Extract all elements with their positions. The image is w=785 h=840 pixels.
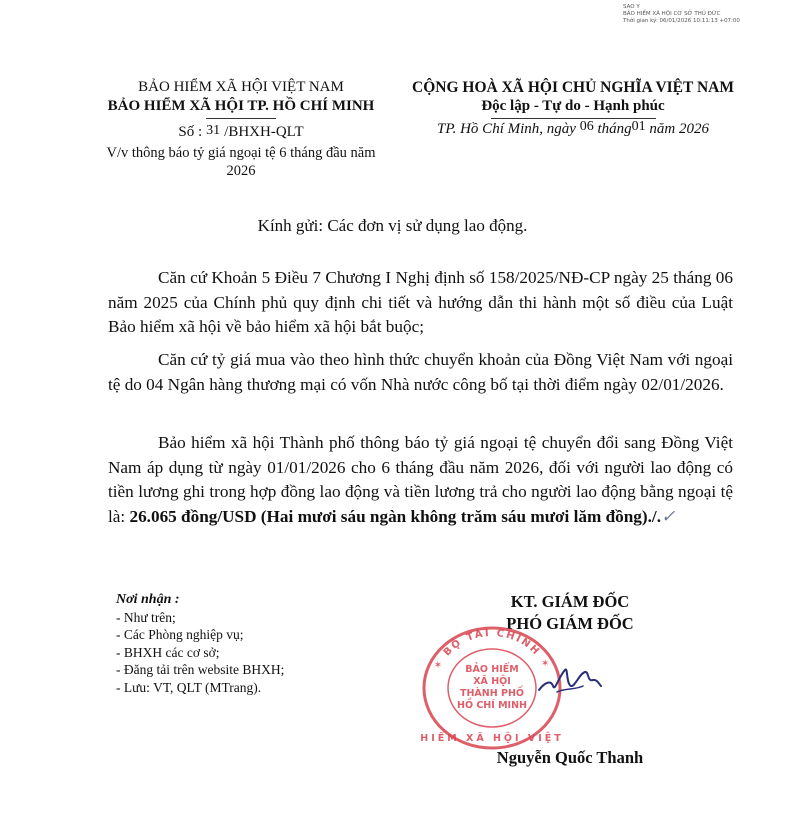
- svg-text:✶ BỘ TÀI CHÍNH ✶: ✶ BỘ TÀI CHÍNH ✶: [432, 627, 552, 672]
- date-month-label: tháng: [597, 121, 632, 137]
- date-year: năm 2026: [649, 121, 709, 137]
- motto-underline: [491, 118, 656, 119]
- recipient-item: - Như trên;: [116, 609, 176, 625]
- stamp-line-3: Thời gian ký: 06/01/2026 10:11:13 +07:00: [623, 18, 740, 24]
- exchange-rate: 26.065 đồng/USD (Hai mươi sáu ngàn không trăm sáu mươi lăm đồng): [129, 506, 648, 526]
- org-name: BẢO HIỂM XÃ HỘI TP. HỒ CHÍ MINH: [107, 98, 375, 114]
- document-number: [96, 124, 386, 141]
- recipient-item: - Lưu: VT, QLT (MTrang).: [116, 679, 262, 695]
- date-day: 06: [579, 119, 594, 134]
- announcement-text: Bảo hiểm xã hội Thành phố thông báo tỷ giá ngoại tệ chuyển đổi sang Đồng Việt Nam áp dụng từ ngày 01/01/2026 cho 6 tháng đầu năm 2026, đối với người lao động có tiền lương ghi trong hợp đồng lao động và tiền lương trả cho người lao động bằng ngoại tệ là:: [108, 433, 733, 526]
- handwritten-signature: [535, 656, 605, 706]
- doc-no-value: 31: [206, 123, 221, 138]
- org-parent: BẢO HIỂM XÃ HỘI VIỆT NAM: [138, 79, 344, 95]
- recipients-block: [116, 591, 386, 696]
- date-month: 01: [631, 119, 646, 134]
- paragraph-legal-basis-2: Căn cứ tỷ giá mua vào theo hình thức chuyển khoản của Đồng Việt Nam với ngoại tệ do 04 Ngân hàng thương mại có vốn Nhà nước công bố tại thời điểm ngày 02/01/2026.: [108, 350, 733, 394]
- doc-no-prefix: Số :: [178, 124, 203, 140]
- date-prefix: TP. Hồ Chí Minh, ngày: [437, 121, 576, 137]
- signer-name: Nguyễn Quốc Thanh: [496, 748, 644, 767]
- svg-text:XÃ HỘI: XÃ HỘI: [473, 676, 511, 687]
- stamp-line-2: BẢO HIỂM XÃ HỘI CƠ SỞ THỦ ĐỨC: [623, 11, 721, 17]
- svg-text:BẢO HIỂM: BẢO HIỂM: [465, 664, 519, 675]
- initial-mark: ✓: [661, 506, 676, 526]
- recipient-item: - Đăng tải trên website BHXH;: [116, 662, 285, 677]
- doc-no-suffix: /BHXH-QLT: [224, 124, 304, 140]
- national-header: [398, 78, 748, 119]
- issuing-organization: [96, 78, 386, 119]
- paragraph-announcement: [108, 431, 733, 529]
- stamp-line-1: SAO Y: [623, 4, 640, 10]
- date-line: [398, 121, 748, 138]
- national-motto: Độc lập - Tự do - Hạnh phúc: [481, 98, 665, 114]
- recipient-item: - Các Phòng nghiệp vụ;: [116, 627, 244, 642]
- paragraph-end-mark: ./.: [647, 506, 661, 526]
- svg-text:THÀNH PHỐ: THÀNH PHỐ: [460, 688, 524, 699]
- signer-title-line-2: PHÓ GIÁM ĐỐC: [506, 614, 634, 633]
- document-subject: V/v thông báo tỷ giá ngoại tệ 6 tháng đầu năm 2026: [106, 145, 376, 179]
- recipient-item: - BHXH các cơ sở;: [116, 644, 220, 660]
- paragraph-legal-basis-1: Căn cứ Khoản 5 Điều 7 Chương I Nghị định số 158/2025/NĐ-CP ngày 25 tháng 06 năm 2025 của Chính phủ quy định chi tiết và hướng dẫn thi hành một số điều của Luật Bảo hiểm xã hội về bảo hiểm xã hội bắt buộc;: [108, 268, 733, 336]
- recipients-title: Nơi nhận :: [116, 592, 180, 607]
- digital-signature-stamp: [623, 4, 773, 25]
- country-name: CỘNG HOÀ XÃ HỘI CHỦ NGHĨA VIỆT NAM: [412, 79, 734, 96]
- svg-text:HỒ CHÍ MINH: HỒ CHÍ MINH: [457, 700, 527, 711]
- signer-title-line-1: KT. GIÁM ĐỐC: [510, 592, 630, 611]
- addressee: Kính gửi: Các đơn vị sử dụng lao động.: [257, 216, 528, 235]
- svg-text:HIỂM XÃ HỘI VIỆT: HIỂM XÃ HỘI VIỆT: [420, 733, 564, 744]
- org-underline: [206, 118, 276, 119]
